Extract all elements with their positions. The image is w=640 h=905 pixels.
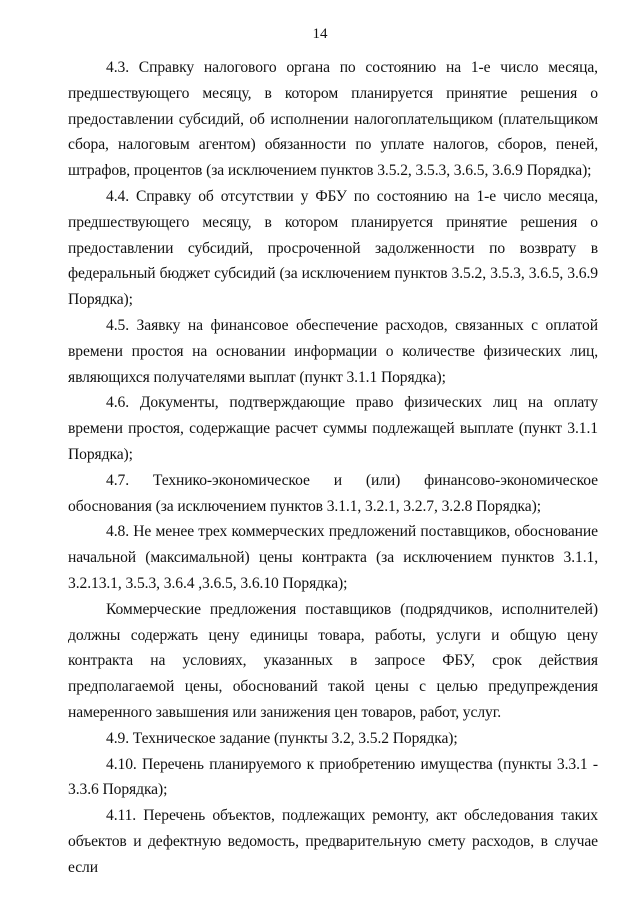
page-number: 14 — [312, 26, 328, 42]
paragraph-4-5: 4.5. Заявку на финансовое обеспечение расходов, связанных с оплатой времени простоя на основании информации о количестве физических лиц, являющихся получателями выплат (пункт 3.1.1 Порядка); — [68, 316, 598, 386]
paragraph-4-9: 4.9. Техническое задание (пункты 3.2, 3.5.2 Порядка); — [106, 729, 458, 747]
paragraph-4-10: 4.10. Перечень планируемого к приобретению имущества (пункты 3.3.1 - 3.3.6 Порядка); — [68, 755, 598, 799]
paragraph-4-11: 4.11. Перечень объектов, подлежащих ремонту, акт обследования таких объектов и дефектную ведомость, предварительную смету расходов, в случае если — [68, 807, 598, 876]
paragraph-4-8: 4.8. Не менее трех коммерческих предложений поставщиков, обоснование начальной (максимальной) цены контракта (за исключением пунктов 3.1.1, 3.2.13.1, 3.5.3, 3.6.4 ,3.6.5, 3.6.10 Порядка); — [68, 523, 598, 592]
paragraph-4-6: 4.6. Документы, подтверждающие право физических лиц на оплату времени простоя, содержащие расчет суммы подлежащей выплате (пункт 3.1.1 Порядка); — [68, 394, 598, 463]
document-body — [68, 55, 598, 881]
paragraph-4-4: 4.4. Справку об отсутствии у ФБУ по состоянию на 1-е число месяца, предшествующего месяцу, в котором планируется принятие решения о предоставлении субсидий, просроченной задолженности по возврату в федеральный бюджет субсидий (за исключением пунктов 3.5.2, 3.5.3, 3.6.5, 3.6.9 Порядка); — [68, 187, 598, 309]
paragraph-4-7: 4.7. Технико-экономическое и (или) финансово-экономическое обоснования (за исключением пунктов 3.1.1, 3.2.1, 3.2.7, 3.2.8 Порядка); — [68, 471, 598, 515]
paragraph-commercial-offers: Коммерческие предложения поставщиков (подрядчиков, исполнителей) должны содержать цену единицы товара, работы, услуги и общую цену контракта на условиях, указанных в запросе ФБУ, срок действия предполагаемой цены, обоснований такой цены с целью предупреждения намеренного завышения или занижения цен товаров, работ, услуг. — [68, 600, 598, 721]
paragraph-4-3: 4.3. Справку налогового органа по состоянию на 1-е число месяца, предшествующего месяцу, в котором планируется принятие решения о предоставлении субсидий, об исполнении налогоплательщиком (плательщиком сбора, налоговым агентом) обязанности по уплате налогов, сборов, пеней, штрафов, процентов (за исключением пунктов 3.5.2, 3.5.3, 3.6.5, 3.6.9 Порядка); — [68, 59, 598, 180]
